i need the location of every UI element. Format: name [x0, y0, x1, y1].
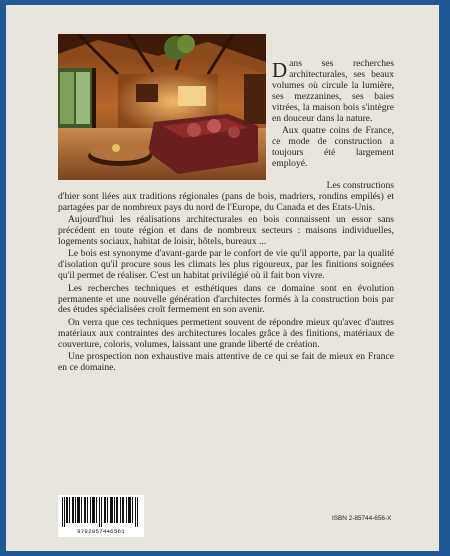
body-paragraph: Une prospection non exhaustive mais attentive de ce qui se fait de mieux en France en ce domaine.	[58, 351, 394, 373]
body-paragraph: Aujourd'hui les réalisations architecturales en bois connaissent un essor sans précédent en toute région et dans de nombreux secteurs : maisons individuelles, logements sociaux, habitat de loisir, hôtels, bureaux ...	[58, 214, 394, 248]
side-paragraph: Aux quatre coins de France, ce mode de construction a toujours été largement employé.	[272, 124, 394, 169]
side-text-column	[272, 59, 394, 171]
body-paragraph: Les recherches techniques et esthétiques dans ce domaine sont en évolution permanente et une nouvelle génération d'architectes formés à la construction bois par des études spécialisées croît fermement en son avenir.	[58, 282, 394, 316]
barcode-bars	[58, 495, 144, 529]
barcode	[58, 495, 144, 537]
isbn-label: ISBN 2-85744-656-X	[332, 515, 392, 522]
body-paragraph	[58, 181, 394, 214]
barcode-digits: 9782857446561	[77, 528, 125, 535]
body-paragraph-text: d'hier sont liées aux traditions régionales (pans de bois, madriers, rondins empilés) et partagées par de nombreux pays du nord de l'Europe, du Canada et des Etats-Unis.	[58, 190, 394, 213]
body-paragraph: On verra que ces techniques permettent souvent de répondre mieux qu'avec d'autres matériaux aux contraintes des architectures locales grâce à des finitions, matériaux de couverture, coloris, volumes, laissant une grande liberté de création.	[58, 316, 394, 350]
interior-photo	[58, 34, 266, 180]
body-paragraph-lead: Les constructions	[326, 180, 394, 191]
main-text-column	[58, 181, 394, 375]
intro-paragraph-text: ans ses recherches architecturales, ses beaux volumes où circule la lumière, ses mezzanines, ses baies vitrées, la maison bois s'intègre en douceur dans la nature.	[272, 58, 394, 124]
body-paragraph: Le bois est synonyme d'avant-garde par le confort de vie qu'il apporte, par la qualité d'isolation qu'il procure sous les climats les plus rigoureux, par les finitions soignées qu'il permet de réaliser. C'est un habitat privilégié où il fait bon vivre.	[58, 248, 394, 282]
intro-paragraph	[272, 59, 394, 124]
drop-cap: D	[272, 58, 288, 82]
back-cover-page	[6, 5, 439, 551]
